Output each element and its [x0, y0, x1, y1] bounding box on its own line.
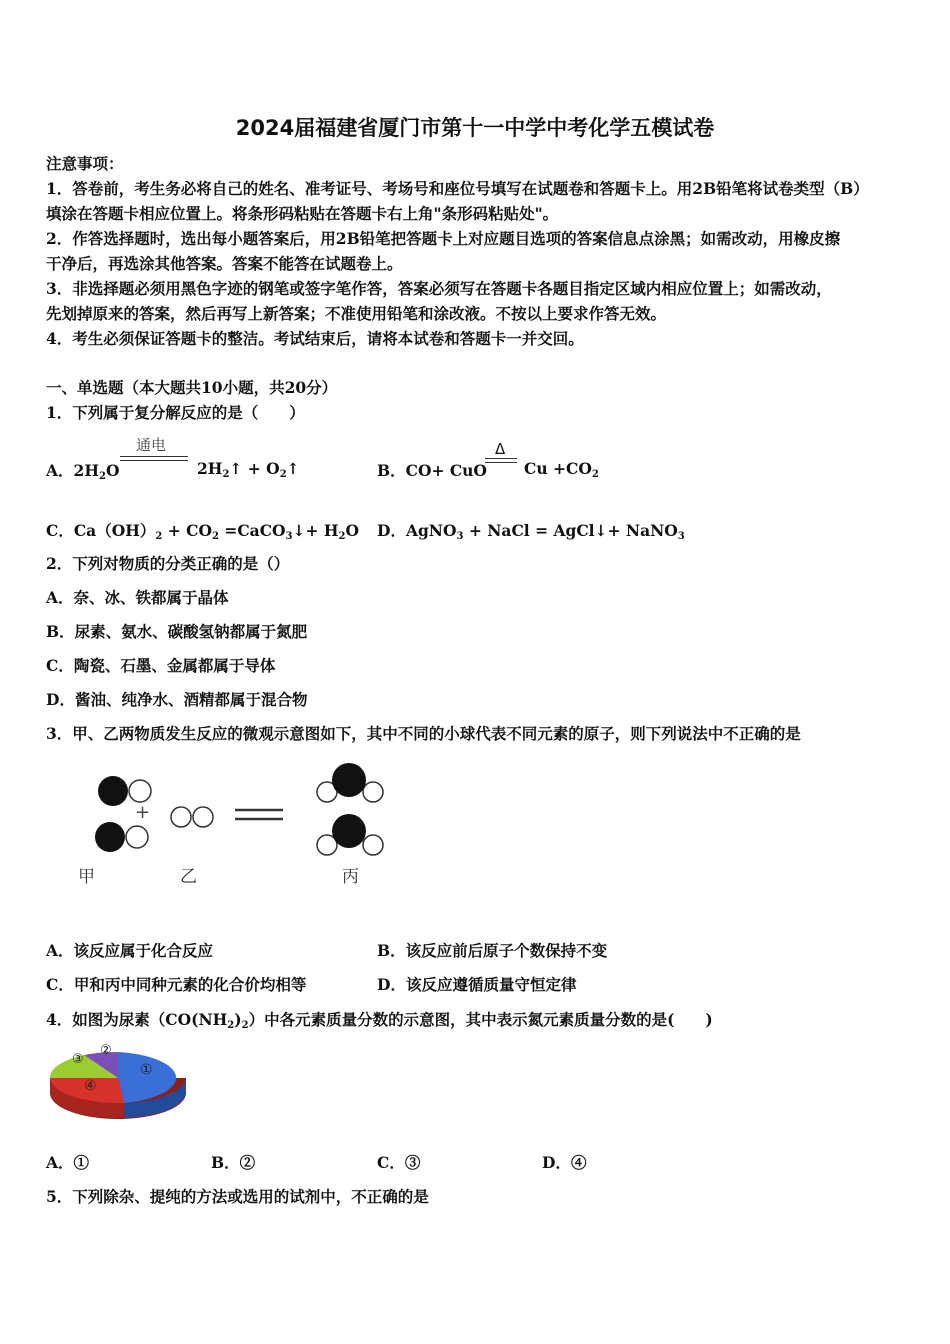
q3-option-d: D．该反应遵循质量守恒定律 [377, 975, 577, 994]
q1-option-d: D．AgNO$_3$ + NaCl = AgCl↓+ NaNO$_3$ [377, 521, 685, 542]
jia-molecule-bottom [95, 822, 148, 852]
label-yi: 乙 [180, 867, 197, 887]
label-bing: 丙 [342, 867, 359, 887]
q2-option-b: B．尿素、氨水、碳酸氢钠都属于氮肥 [46, 622, 308, 641]
q1-b-condition: Δ [495, 440, 506, 458]
notice-line-1: 1．答卷前，考生务必将自己的姓名、准考证号、考场号和座位号填写在试题卷和答题卡上。用2B铅笔将试卷类型（B） [46, 179, 869, 198]
bing-molecule-bottom [317, 814, 383, 855]
notice-line-4: 干净后，再选涂其他答案。答案不能答在试题卷上。 [46, 254, 403, 273]
q2-option-a: A．奈、冰、铁都属于晶体 [46, 588, 229, 607]
q3-option-a: A．该反应属于化合反应 [46, 941, 214, 960]
q2-stem: 2．下列对物质的分类正确的是（） [46, 554, 290, 573]
q3-molecule-diagram [40, 755, 400, 895]
q4-stem: 4．如图为尿素$(CO(NH_2)_2)$中各元素质量分数的示意图，其中表示氮元素质量分数的是( ) [46, 1010, 713, 1031]
yi-molecule [171, 807, 213, 827]
q4-option-d: D．④ [542, 1153, 587, 1172]
q1-option-a: A．$2H_2O$ [46, 461, 120, 482]
q4-option-c: C．③ [377, 1153, 421, 1172]
q1-b-equal-line-bottom [485, 462, 517, 463]
q4-pie-chart [44, 1036, 194, 1126]
pie-label-4: ④ [84, 1078, 97, 1094]
q1-b-products: $Cu +CO_2$ [524, 459, 599, 480]
q2-option-d: D．酱油、纯净水、酒精都属于混合物 [46, 690, 308, 709]
q1-a-equal-line-bottom [120, 460, 188, 461]
notice-line-5: 3．非选择题必须用黑色字迹的钢笔或签字笔作答，答案必须写在答题卡各题目指定区域内相应位置上；如需改动， [46, 279, 832, 298]
section-heading: 一、单选题（本大题共10小题，共20分） [46, 378, 338, 397]
q3-option-c: C．甲和丙中同种元素的化合价均相等 [46, 975, 307, 994]
pie-label-2: ② [100, 1043, 112, 1058]
bing-molecule-top [317, 763, 383, 802]
notice-line-6: 先划掉原来的答案，然后再写上新答案；不准使用铅笔和涂改液。不按以上要求作答无效。 [46, 304, 667, 323]
q1-a-condition: 通电 [136, 436, 167, 454]
q3-stem: 3．甲、乙两物质发生反应的微观示意图如下，其中不同的小球代表不同元素的原子，则下列说法中不正确的是 [46, 724, 801, 743]
q1-a-equal-line-top [120, 456, 188, 457]
q1-option-b: B．CO+ CuO [377, 461, 487, 480]
notice-heading: 注意事项： [46, 154, 124, 173]
q1-stem: 1．下列属于复分解反应的是（ ） [46, 403, 305, 422]
q1-a-products: $2H_2↑$ + $O_2↑$ [197, 459, 300, 480]
notice-line-2: 填涂在答题卡相应位置上。将条形码粘贴在答题卡右上角"条形码粘贴处"。 [46, 204, 559, 223]
q5-stem: 5．下列除杂、提纯的方法或选用的试剂中，不正确的是 [46, 1187, 429, 1206]
q2-option-c: C．陶瓷、石墨、金属都属于导体 [46, 656, 276, 675]
q1-b-equal-line-top [485, 458, 517, 459]
q1-option-c: C．$Ca(OH)_2 + CO_2$ =CaCO$_3$↓+ $H_2O$ [46, 521, 360, 542]
notice-line-7: 4．考生必须保证答题卡的整洁。考试结束后，请将本试卷和答题卡一并交回。 [46, 329, 584, 348]
q4-option-a: A．① [46, 1153, 90, 1172]
pie-label-1: ① [140, 1062, 153, 1078]
pie-label-3: ③ [72, 1052, 84, 1067]
q4-option-b: B．② [211, 1153, 256, 1172]
label-jia: 甲 [78, 867, 95, 887]
notice-line-3: 2．作答选择题时，选出每小题答案后，用2B铅笔把答题卡上对应题目选项的答案信息点涂黑；如需改动，用橡皮擦 [46, 229, 841, 248]
page-title: 2024届福建省厦门市第十一中学中考化学五模试卷 [235, 116, 715, 140]
plus-sign: + [135, 802, 151, 823]
q3-option-b: B．该反应前后原子个数保持不变 [377, 941, 608, 960]
